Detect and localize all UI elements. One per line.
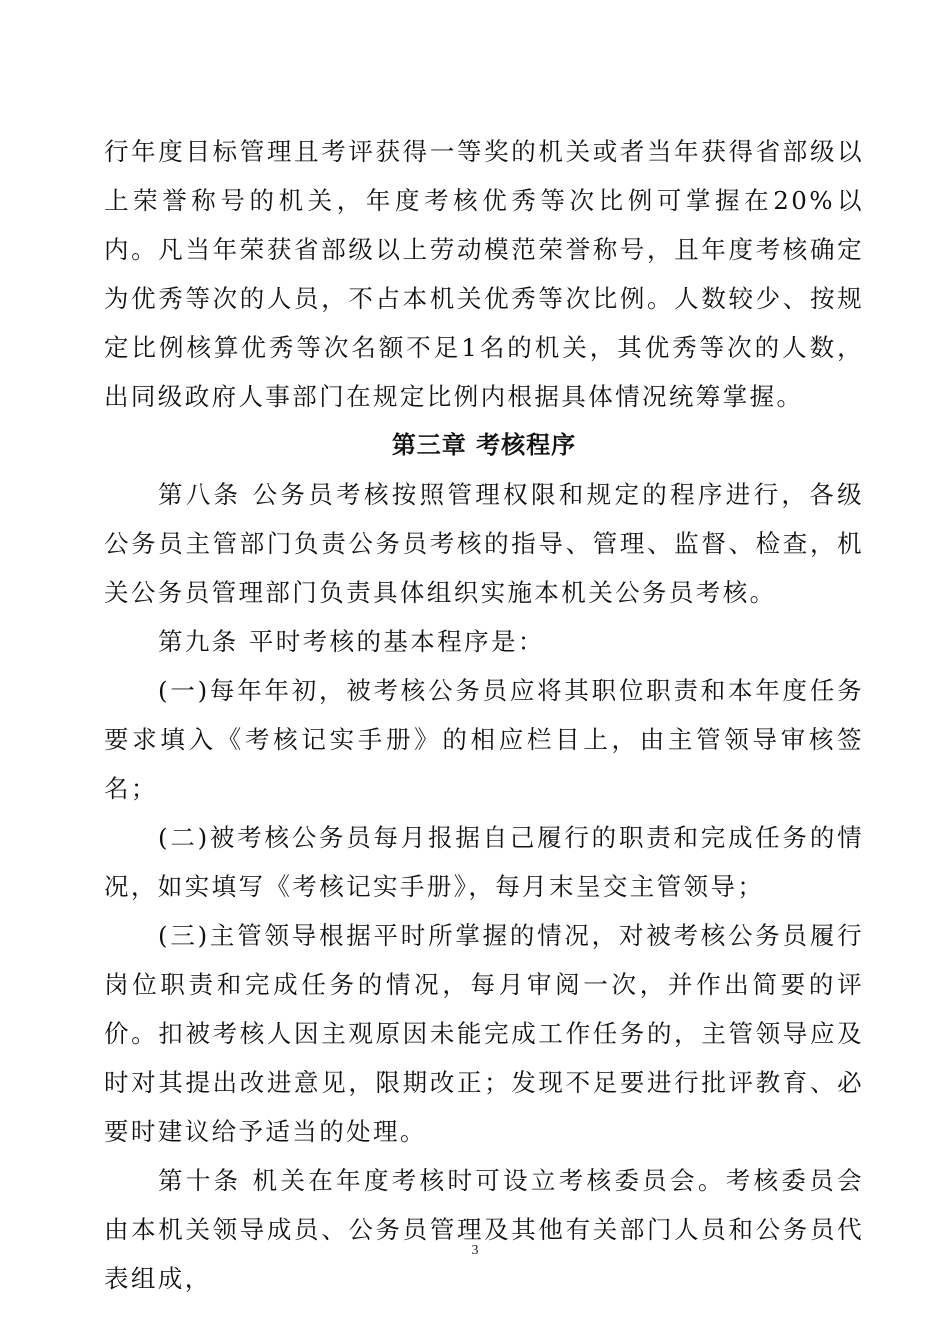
article-9-item-1: (一)每年年初，被考核公务员应将其职位职责和本年度任务要求填入《考核记实手册》的相应栏目上，由主管领导审核签名；	[104, 676, 864, 803]
page-body	[104, 127, 864, 1303]
paragraph-continued: 行年度目标管理且考评获得一等奖的机关或者当年获得省部级以上荣誉称号的机关，年度考核优秀等次比例可掌握在20%以内。凡当年荣获省部级以上劳动模范荣誉称号，且年度考核确定为优秀等次的人员，不占本机关优秀等次比例。人数较少、按规定比例核算优秀等次名额不足1名的机关，其优秀等次的人数，出同级政府人事部门在规定比例内根据具体情况统筹掌握。	[104, 137, 864, 411]
page-number: 3	[471, 1243, 479, 1258]
article-9-paragraph: 第九条 平时考核的基本程序是：	[158, 627, 545, 656]
chapter-heading: 第三章 考核程序	[391, 431, 577, 459]
article-8-paragraph: 第八条 公务员考核按照管理权限和规定的程序进行，各级公务员主管部门负责公务员考核的指导、管理、监督、检查，机关公务员管理部门负责具体组织实施本机关公务员考核。	[104, 480, 864, 607]
article-10-paragraph: 第十条 机关在年度考核时可设立考核委员会。考核委员会由本机关领导成员、公务员管理及其他有关部门人员和公务员代表组成，	[104, 1166, 864, 1293]
article-9-item-2: (二)被考核公务员每月报据自己履行的职责和完成任务的情况，如实填写《考核记实手册》，每月末呈交主管领导；	[104, 823, 864, 901]
article-9-item-3: (三)主管领导根据平时所掌握的情况，对被考核公务员履行岗位职责和完成任务的情况，每月审阅一次，并作出简要的评价。扣被考核人因主观原因未能完成工作任务的，主管领导应及时对其提出改进意见，限期改正；发现不足要进行批评教育、必要时建议给予适当的处理。	[104, 921, 864, 1146]
